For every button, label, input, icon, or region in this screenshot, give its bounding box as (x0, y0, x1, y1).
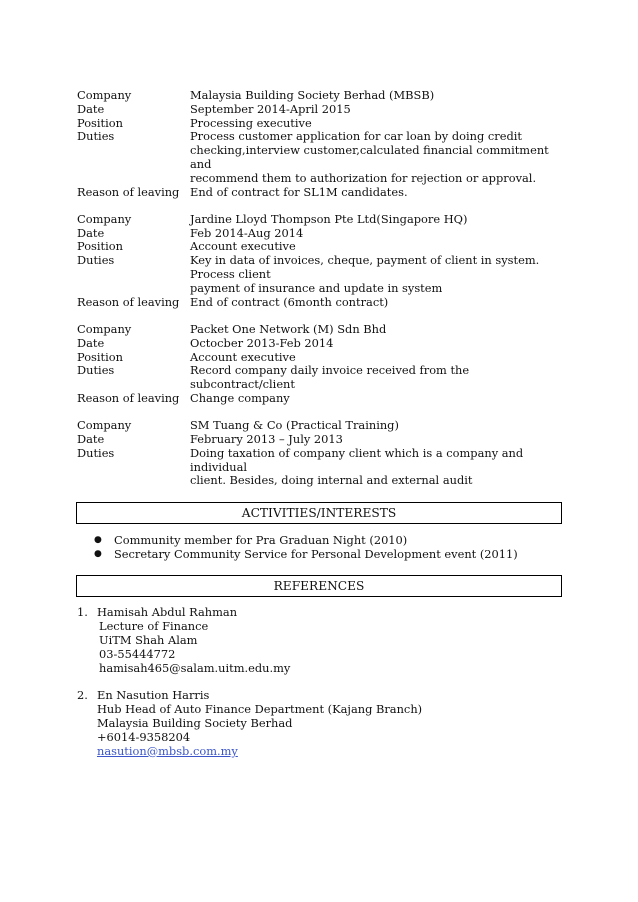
reference-number: 1. (77, 604, 88, 619)
detail-row (77, 474, 566, 488)
detail-label (77, 282, 190, 296)
reference-line: Malaysia Building Society Berhad (97, 715, 293, 730)
reference-line: Lecture of Finance (99, 618, 209, 633)
detail-label: Duties (77, 363, 115, 378)
detail-value: End of contract for SL1M candidates. (190, 184, 408, 199)
detail-label: Position (77, 115, 123, 130)
bullet-icon: ● (94, 548, 102, 559)
detail-value: Processing executive (190, 115, 312, 130)
detail-row (77, 337, 566, 351)
job-entry (77, 213, 566, 310)
reference-item (77, 688, 566, 758)
activities-heading: ACTIVITIES/INTERESTS (241, 505, 397, 520)
detail-row (77, 103, 566, 117)
detail-label (77, 172, 190, 186)
reference-item (77, 605, 566, 675)
detail-value: payment of insurance and update in system (190, 280, 443, 295)
reference-line: En Nasution Harris (97, 687, 210, 702)
reference-details (97, 605, 290, 675)
activities-list (77, 533, 566, 561)
detail-row (77, 419, 566, 433)
activity-text: Secretary Community Service for Personal Development event (2011) (114, 546, 518, 561)
detail-row (77, 144, 566, 172)
detail-label: Position (77, 349, 123, 364)
reference-line: Hub Head of Auto Finance Department (Kajang Branch) (97, 701, 423, 716)
detail-value: September 2014-April 2015 (190, 101, 351, 116)
detail-row (77, 130, 566, 144)
detail-label: Reason of leaving (77, 390, 180, 405)
detail-value: Doing taxation of company client which is a company and individual (190, 445, 524, 474)
activity-text: Community member for Pra Graduan Night (2010) (114, 532, 408, 547)
detail-label: Date (77, 335, 105, 350)
activity-item (94, 547, 566, 561)
detail-row (77, 351, 566, 365)
reference-details (97, 688, 422, 758)
detail-label: Duties (77, 253, 115, 268)
detail-value: checking,interview customer,calculated financial commitment and (190, 143, 549, 171)
detail-label: Company (77, 321, 132, 336)
detail-row (77, 296, 566, 310)
job-entry (77, 89, 566, 199)
reference-email-link[interactable]: nasution@mbsb.com.my (97, 743, 238, 758)
reference-number: 2. (77, 687, 88, 702)
detail-row (77, 89, 566, 103)
job-entry (77, 323, 566, 406)
detail-value: Account executive (190, 349, 296, 364)
detail-label: Company (77, 88, 132, 102)
job-entry (77, 419, 566, 488)
detail-row (77, 117, 566, 131)
detail-label: Reason of leaving (77, 294, 180, 309)
detail-label: Company (77, 418, 132, 433)
references-heading-box (76, 575, 562, 597)
detail-row (77, 447, 566, 475)
detail-label: Reason of leaving (77, 184, 180, 199)
detail-label: Date (77, 101, 105, 116)
reference-line: 03-55444772 (99, 646, 176, 661)
detail-label: Duties (77, 445, 115, 460)
detail-value: recommend them to authorization for rejection or approval. (190, 170, 537, 185)
detail-value: Feb 2014-Aug 2014 (190, 225, 304, 240)
reference-line: UiTM Shah Alam (99, 632, 198, 647)
detail-value: Malaysia Building Society Berhad (MBSB) (190, 88, 435, 102)
detail-value: Key in data of invoices, cheque, payment of client in system. Process client (190, 253, 540, 282)
detail-row (77, 240, 566, 254)
detail-label (77, 474, 190, 488)
detail-label: Date (77, 225, 105, 240)
detail-row (77, 172, 566, 186)
detail-value: Record company daily invoice received from the subcontract/client (190, 363, 470, 392)
detail-row (77, 254, 566, 282)
reference-line: Hamisah Abdul Rahman (97, 604, 238, 619)
bullet-icon: ● (94, 534, 102, 545)
detail-label: Position (77, 239, 123, 254)
detail-value: Packet One Network (M) Sdn Bhd (190, 321, 387, 336)
detail-label (77, 144, 190, 172)
detail-row (77, 392, 566, 406)
detail-value: End of contract (6month contract) (190, 294, 389, 309)
detail-value: SM Tuang & Co (Practical Training) (190, 418, 399, 433)
detail-label: Date (77, 432, 105, 447)
reference-line: +6014-9358204 (97, 729, 191, 744)
detail-label: Duties (77, 129, 115, 144)
detail-row (77, 186, 566, 200)
detail-row (77, 364, 566, 392)
detail-value: Change company (190, 390, 290, 405)
detail-value: Account executive (190, 239, 296, 254)
detail-row (77, 323, 566, 337)
detail-value: Octocber 2013-Feb 2014 (190, 335, 334, 350)
reference-line: hamisah465@salam.uitm.edu.my (99, 660, 291, 675)
detail-row (77, 213, 566, 227)
activities-heading-box (76, 502, 562, 524)
work-experience-section (77, 89, 566, 488)
detail-value: Process customer application for car loan by doing credit (190, 129, 522, 144)
references-heading: REFERENCES (273, 578, 365, 593)
detail-row (77, 227, 566, 241)
activity-item (94, 533, 566, 547)
detail-row (77, 282, 566, 296)
detail-value: client. Besides, doing internal and external audit (190, 473, 473, 488)
detail-label: Company (77, 211, 132, 226)
detail-value: Jardine Lloyd Thompson Pte Ltd(Singapore HQ) (190, 211, 468, 226)
detail-row (77, 433, 566, 447)
detail-value: February 2013 – July 2013 (190, 432, 343, 447)
references-list (77, 605, 566, 758)
